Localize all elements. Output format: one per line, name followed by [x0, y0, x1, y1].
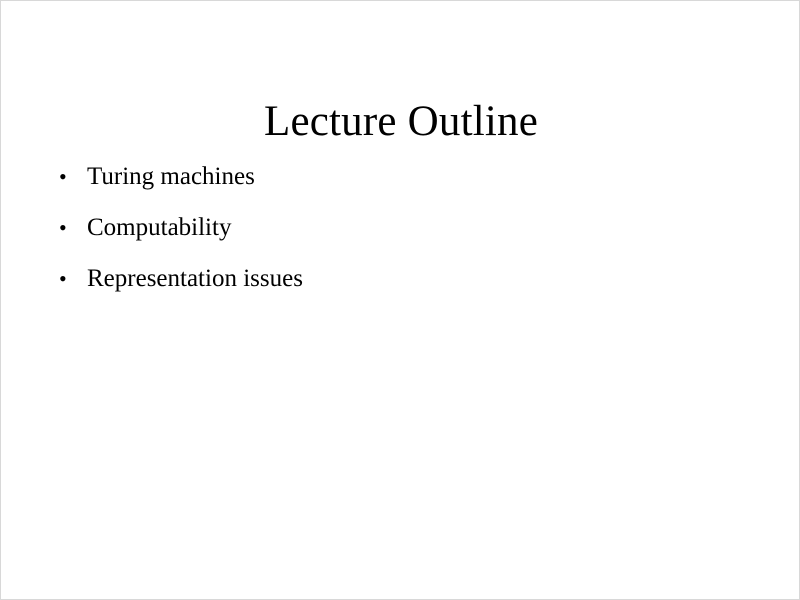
bullet-point-icon: • — [59, 164, 67, 189]
list-item — [59, 266, 759, 291]
page-title: Lecture Outline — [263, 97, 539, 145]
list-item — [59, 215, 759, 240]
list-item-label: Representation issues — [87, 265, 303, 292]
bullet-point-icon: • — [59, 215, 67, 240]
list-item — [59, 164, 759, 189]
list-item-label: Computability — [87, 214, 232, 241]
bullet-point-icon: • — [59, 266, 67, 291]
bullet-list — [59, 164, 759, 317]
list-item-label: Turing machines — [87, 163, 255, 190]
